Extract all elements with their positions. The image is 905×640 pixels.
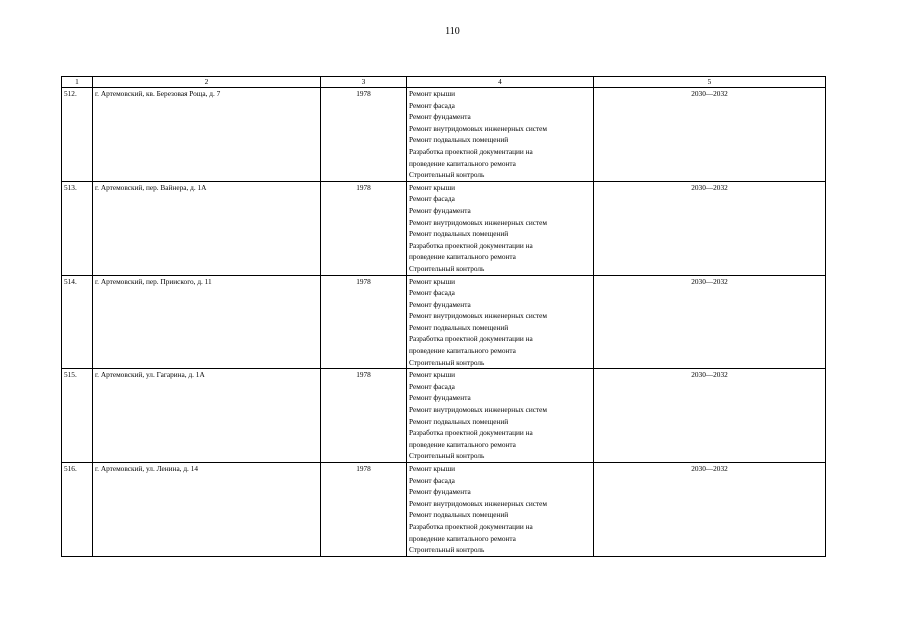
- work-item: проведение капитального ремонта: [409, 252, 516, 262]
- work-item: Ремонт внутридомовых инженерных систем: [409, 217, 548, 227]
- works-cell: [407, 181, 594, 275]
- work-item: Ремонт внутридомовых инженерных систем: [409, 123, 548, 133]
- table-row: [62, 181, 826, 275]
- address-cell: г. Артемовский, пер. Вайнера, д. 1А: [93, 181, 321, 275]
- work-item: Строительный контроль: [409, 170, 485, 180]
- row-number: 513.: [62, 181, 93, 275]
- column-header: 5: [594, 77, 826, 88]
- work-item: Ремонт внутридомовых инженерных систем: [409, 311, 548, 321]
- work-item: Ремонт подвальных помещений: [409, 416, 509, 426]
- address-cell: г. Артемовский, пер. Прииского, д. 11: [93, 275, 321, 369]
- work-item: Ремонт подвальных помещений: [409, 229, 509, 239]
- work-item: Ремонт подвальных помещений: [409, 510, 509, 520]
- table-row: [62, 463, 826, 557]
- address-cell: г. Артемовский, ул. Ленина, д. 14: [93, 463, 321, 557]
- work-item: Ремонт крыши: [409, 370, 456, 380]
- year-cell: 1978: [321, 275, 407, 369]
- work-item: Ремонт крыши: [409, 182, 456, 192]
- work-item: Ремонт фундамента: [409, 393, 471, 403]
- work-item: Строительный контроль: [409, 263, 485, 273]
- work-item: Ремонт фасада: [409, 100, 455, 110]
- year-cell: 1978: [321, 181, 407, 275]
- work-item: Ремонт фундамента: [409, 299, 471, 309]
- address-cell: г. Артемовский, кв. Березовая Роща, д. 7: [93, 88, 321, 182]
- year-cell: 1978: [321, 369, 407, 463]
- period-cell: 2030—2032: [594, 463, 826, 557]
- page-number: 110: [445, 26, 460, 37]
- year-cell: 1978: [321, 88, 407, 182]
- table-row: [62, 88, 826, 182]
- work-item: Ремонт крыши: [409, 89, 456, 98]
- column-number-row: [62, 77, 826, 88]
- work-item: Ремонт фасада: [409, 194, 455, 204]
- work-item: Разработка проектной документации на: [409, 521, 533, 531]
- works-cell: [407, 88, 594, 182]
- work-item: Строительный контроль: [409, 357, 485, 367]
- table-row: [62, 275, 826, 369]
- work-item: Ремонт внутридомовых инженерных систем: [409, 405, 548, 415]
- period-cell: 2030—2032: [594, 275, 826, 369]
- work-item: проведение капитального ремонта: [409, 439, 516, 449]
- table-row: [62, 369, 826, 463]
- work-item: Ремонт крыши: [409, 276, 456, 286]
- works-cell: [407, 369, 594, 463]
- work-item: Ремонт фундамента: [409, 112, 471, 122]
- work-item: Ремонт внутридомовых инженерных систем: [409, 498, 548, 508]
- work-item: Строительный контроль: [409, 545, 485, 555]
- row-number: 512.: [62, 88, 93, 182]
- work-item: Ремонт фасада: [409, 475, 455, 485]
- work-item: Ремонт фундамента: [409, 487, 471, 497]
- work-item: проведение капитального ремонта: [409, 533, 516, 543]
- row-number: 515.: [62, 369, 93, 463]
- row-number: 514.: [62, 275, 93, 369]
- column-header: 3: [321, 77, 407, 88]
- address-cell: г. Артемовский, ул. Гагарина, д. 1А: [93, 369, 321, 463]
- work-item: Строительный контроль: [409, 451, 485, 461]
- year-cell: 1978: [321, 463, 407, 557]
- work-item: Ремонт подвальных помещений: [409, 135, 509, 145]
- work-item: Ремонт фундамента: [409, 205, 471, 215]
- column-header: 1: [62, 77, 93, 88]
- work-item: Ремонт фасада: [409, 381, 455, 391]
- period-cell: 2030—2032: [594, 369, 826, 463]
- work-item: Разработка проектной документации на: [409, 146, 533, 156]
- work-item: проведение капитального ремонта: [409, 346, 516, 356]
- works-cell: [407, 275, 594, 369]
- works-cell: [407, 463, 594, 557]
- work-item: Ремонт крыши: [409, 464, 456, 473]
- column-header: 4: [407, 77, 594, 88]
- row-number: 516.: [62, 463, 93, 557]
- work-item: Ремонт подвальных помещений: [409, 322, 509, 332]
- work-item: Разработка проектной документации на: [409, 240, 533, 250]
- work-item: Ремонт фасада: [409, 288, 455, 298]
- work-item: Разработка проектной документации на: [409, 428, 533, 438]
- repair-schedule-table: [61, 76, 826, 557]
- period-cell: 2030—2032: [594, 88, 826, 182]
- work-item: Разработка проектной документации на: [409, 334, 533, 344]
- column-header: 2: [93, 77, 321, 88]
- work-item: проведение капитального ремонта: [409, 158, 516, 168]
- period-cell: 2030—2032: [594, 181, 826, 275]
